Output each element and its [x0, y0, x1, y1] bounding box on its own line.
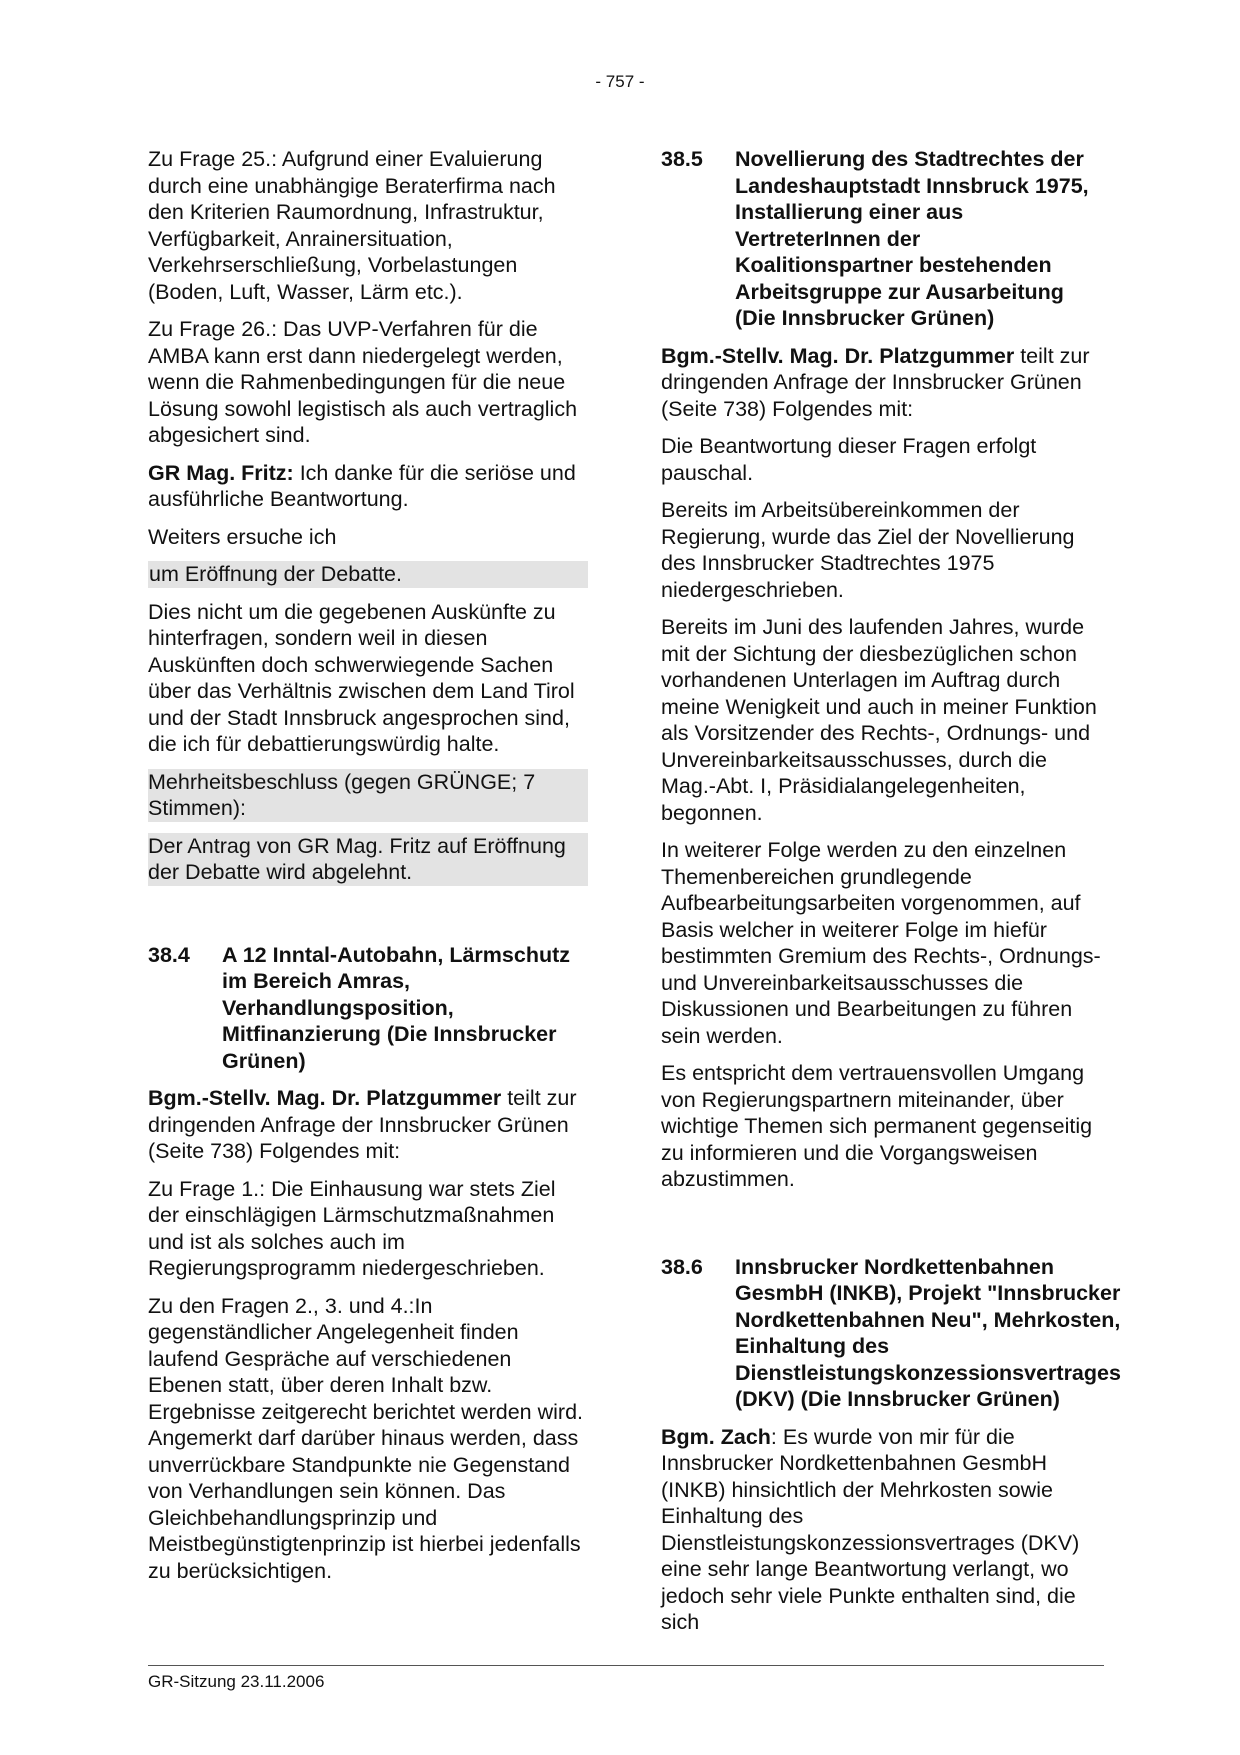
section-heading-38-5 — [661, 146, 1103, 332]
paragraph: Dies nicht um die gegebenen Auskünfte zu hinterfragen, sondern weil in diesen Auskünften doch schwerwiegende Sachen über das Verhältnis zwischen dem Land Tirol und der Stadt Innsbruck angesprochen sind, die ich für debattierungswürdig halte. — [148, 599, 575, 756]
paragraph: Die Beantwortung dieser Fragen erfolgt pauschal. — [661, 434, 1037, 485]
motion-text: um Eröffnung der Debatte. — [148, 561, 588, 588]
paragraph — [148, 460, 588, 513]
decision-text: Der Antrag von GR Mag. Fritz auf Eröffnung der Debatte wird abgelehnt. — [148, 833, 566, 884]
speaker-text: teilt zur dringenden Anfrage der Innsbrucker Grünen (Seite 738) Folgendes mit: — [148, 1086, 577, 1163]
section-heading-38-6 — [661, 1254, 1121, 1413]
section-number: 38.6 — [661, 1254, 703, 1279]
paragraph: Weiters ersuche ich — [148, 524, 337, 549]
speaker-text: Ich danke für die seriöse und ausführliche Beantwortung. — [148, 460, 576, 511]
footer-session-date: GR-Sitzung 23.11.2006 — [148, 1672, 325, 1691]
spacer — [148, 588, 588, 599]
spacer — [148, 822, 588, 833]
section-number: 38.5 — [661, 147, 703, 171]
paragraph: Es entspricht dem vertrauensvollen Umgang von Regierungspartnern miteinander, über wichtige Themen sich permanent gegenseitig zu informieren und die Vorgangsweisen abzustimmen. — [661, 1061, 1093, 1191]
section-heading-38-4 — [148, 942, 588, 1075]
paragraph: Zu Frage 26.: Das UVP-Verfahren für die AMBA kann erst dann niedergelegt werden, wenn die Rahmenbedingungen für die neue Lösung sowohl legistisch als auch vertraglich abgesichert sind. — [148, 317, 578, 447]
page-number: - 757 - — [595, 72, 645, 91]
paragraph: Zu Frage 1.: Die Einhausung war stets Ziel der einschlägigen Lärmschutzmaßnahmen und ist als solches auch im Regierungsprogramm niedergeschrieben. — [148, 1176, 556, 1280]
left-column — [148, 146, 588, 1595]
section-number: 38.4 — [148, 942, 190, 967]
paragraph: Zu Frage 25.: Aufgrund einer Evaluierung durch eine unabhängige Beraterfirma nach den Kriterien Raumordnung, Infrastruktur, Verfügbarkeit, Anrainersituation, Verkehrserschließung, Vorbelastungen (Boden, Luft, Wasser, Lärm etc.). — [148, 147, 556, 304]
section-title: Innsbrucker Nordkettenbahnen GesmbH (INKB), Projekt "Innsbrucker Nordkettenbahnen Neu", Mehrkosten, Einhaltung des Dienstleistungskonzessionsvertrages (DKV) (Die Innsbrucker Grünen) — [735, 1254, 1121, 1411]
paragraph: In weiterer Folge werden zu den einzelnen Themenbereichen grundlegende Aufbearbeitungsarbeiten vorgenommen, auf Basis welcher in weiterer Folge im hiefür bestimmten Gremium des Rechts-, Ordnungs- und Unvereinbarkeitsausschusses die Diskussionen und Bearbeitungen zu führen sein werden. — [661, 838, 1101, 1048]
speaker-name: Bgm. Zach — [661, 1424, 771, 1449]
section-title: A 12 Inntal-Autobahn, Lärmschutz im Bereich Amras, Verhandlungsposition, Mitfinanzierung (Die Innsbrucker Grünen) — [222, 942, 570, 1073]
paragraph: Zu den Fragen 2., 3. und 4.:In gegenständlicher Angelegenheit finden laufend Gespräche auf verschiedenen Ebenen statt, über deren Inhalt bzw. Ergebnisse zeitgerecht berichtet werden wird. Angemerkt darf darüber hinaus werden, dass unverrückbare Standpunkte nie Gegenstand von Verhandlungen sein können. Das Gleichbehandlungsprinzip und Meistbegünstigtenprinzip ist hierbei jedenfalls zu berücksichtigen. — [148, 1293, 583, 1583]
spacer — [661, 1204, 1103, 1254]
speaker-name: Bgm.-Stellv. Mag. Dr. Platzgummer — [661, 343, 1015, 368]
speaker-text: teilt zur dringenden Anfrage der Innsbrucker Grünen (Seite 738) Folgendes mit: — [661, 343, 1090, 421]
right-column — [661, 146, 1121, 1647]
speaker-name: Bgm.-Stellv. Mag. Dr. Platzgummer — [148, 1086, 502, 1110]
paragraph — [148, 1085, 588, 1165]
paragraph: Bereits im Arbeitsübereinkommen der Regierung, wurde das Ziel der Novellierung des Innsbrucker Stadtrechtes 1975 niedergeschrieben. — [661, 498, 1075, 602]
decision-result: Mehrheitsbeschluss (gegen GRÜNGE; 7 Stimmen): — [148, 769, 536, 820]
section-title: Novellierung des Stadtrechtes der Landeshauptstadt Innsbruck 1975, Installierung einer aus VertreterInnen der Koalitionspartner bestehenden Arbeitsgruppe zur Ausarbeitung (Die Innsbrucker Grünen) — [735, 147, 1089, 330]
decision-block — [148, 769, 588, 886]
paragraph — [661, 1424, 1103, 1636]
speaker-text: : Es wurde von mir für die Innsbrucker Nordkettenbahnen GesmbH (INKB) hinsichtlich der Mehrkosten sowie Einhaltung des Dienstleistungskonzessionsvertrages (DKV) eine sehr lange Beantwortung verlangt, wo jedoch sehr viele Punkte enthalten sind, die sich — [661, 1424, 1080, 1634]
paragraph — [661, 343, 1103, 423]
speaker-name: GR Mag. Fritz: — [148, 460, 294, 485]
spacer — [148, 886, 588, 942]
footer-divider — [148, 1665, 1104, 1666]
paragraph: Bereits im Juni des laufenden Jahres, wurde mit der Sichtung der diesbezüglichen schon vorhandenen Unterlagen im Auftrag durch meine Wenigkeit und auch in meiner Funktion als Vorsitzender des Rechts-, Ordnungs- und Unvereinbarkeitsausschusses, durch die Mag.-Abt. I, Präsidialangelegenheiten, begonnen. — [661, 615, 1097, 825]
